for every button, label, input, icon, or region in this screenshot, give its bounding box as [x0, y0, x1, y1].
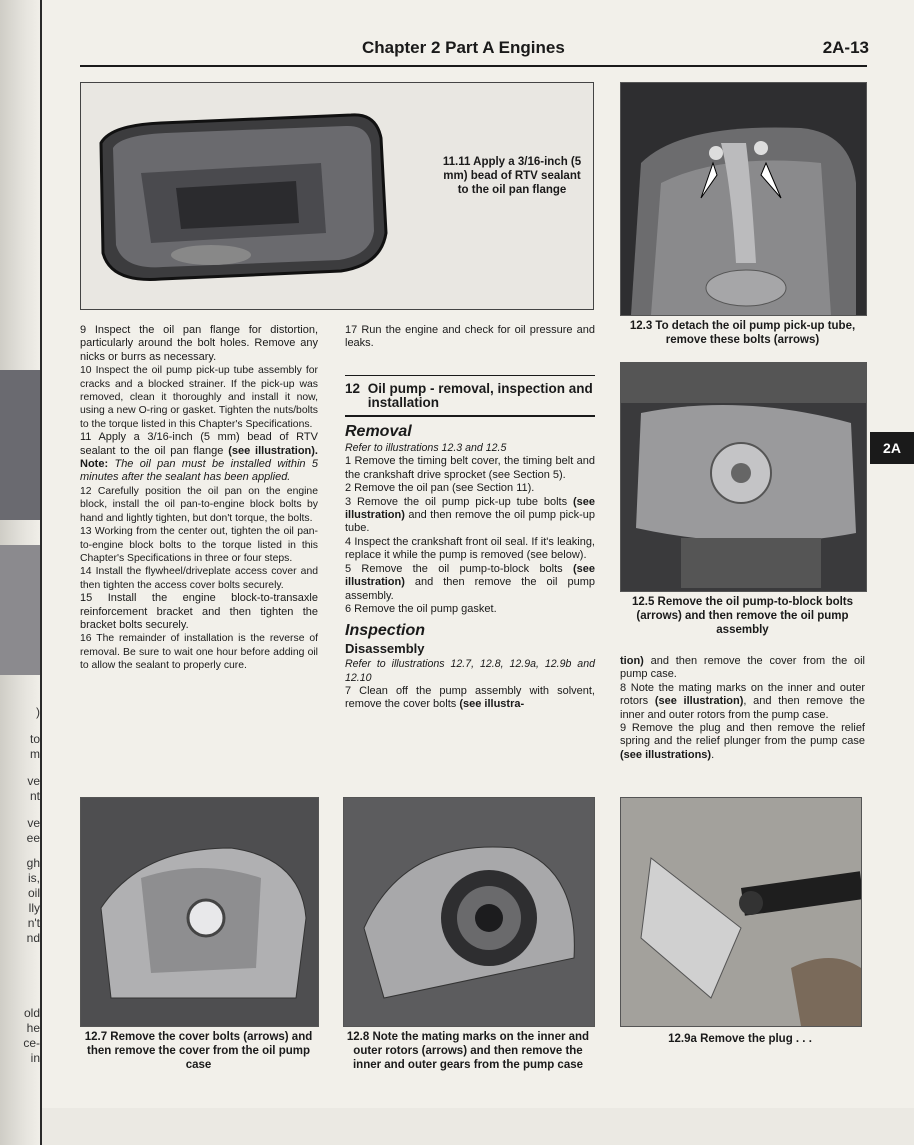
section-rule-top	[345, 375, 595, 377]
adjacent-page-text: ) to m ve nt ve ee gh is, oil lly n't nd old he ce- in	[23, 705, 40, 1065]
caption-12-9a: 12.9a Remove the plug . . .	[668, 1033, 812, 1045]
ref-disassembly: Refer to illustrations 12.7, 12.8, 12.9a, 12.9b and 12.10	[345, 658, 595, 684]
figure-12-5-oil-pump-assembly	[620, 362, 867, 592]
adjacent-page-strip	[0, 370, 40, 520]
para-9: 9 Inspect the oil pan flange for distortion, particularly around the bolt holes. Remove any nicks or burrs as necessary.	[80, 324, 318, 363]
section-tab: 2A	[870, 432, 914, 464]
step-6: 6 Remove the oil pump gasket.	[345, 602, 497, 615]
caption-11-11: 11.11 Apply a 3/16-inch (5 mm) bead of RTV sealant to the oil pan flange	[442, 156, 582, 196]
heading-removal: Removal	[345, 422, 412, 440]
step-7: 7 Clean off the pump assembly with solvent, remove the cover bolts (see illustra-	[345, 684, 595, 711]
section-heading: 12 Oil pump - removal, inspection and installation	[345, 381, 593, 410]
plug-removal-illustration	[621, 798, 861, 1026]
header-rule	[80, 65, 867, 67]
para-15: 15 Install the engine block-to-transaxle reinforcement bracket and then tighten the bracket bolts securely.	[80, 592, 318, 631]
para-13: 13 Working from the center out, tighten the oil pan-to-engine block bolts to the torque listed in this Chapter's Specifications in three or four steps.	[80, 526, 318, 564]
para-12: 12 Carefully position the oil pan on the engine block, install the oil pan-to-engine block bolts by hand and lightly tighten, but don't torque, the bolts.	[80, 485, 318, 524]
binding-edge	[40, 0, 42, 1145]
rotor-marks-illustration	[344, 798, 594, 1026]
ref-removal: Refer to illustrations 12.3 and 12.5	[345, 442, 507, 455]
step-8: 8 Note the mating marks on the inner and outer rotors (see illustration), and then remove the inner and outer rotors from the pump case.	[620, 681, 865, 721]
step-5: 5 Remove the oil pump-to-block bolts (see illustration) and then remove the oil pump assembly.	[345, 562, 595, 602]
caption-12-7: 12.7 Remove the cover bolts (arrows) and then remove the cover from the oil pump case	[84, 1031, 313, 1071]
step-3: 3 Remove the oil pump pick-up tube bolts (see illustration) and then remove the oil pump pick-up tube.	[345, 495, 595, 535]
step-7-cont: tion) and then remove the cover from the oil pump case.	[620, 655, 865, 681]
heading-disassembly: Disassembly	[345, 640, 425, 656]
figure-12-7-pump-cover	[80, 797, 319, 1027]
heading-inspection: Inspection	[345, 622, 426, 640]
figure-12-3-pickup-tube	[620, 82, 867, 316]
text-column-1	[80, 324, 318, 673]
step-1: 1 Remove the timing belt cover, the timing belt and the crankshaft drive sprocket (see Section 5).	[345, 455, 595, 481]
step-4: 4 Inspect the crankshaft front oil seal. If it's leaking, replace it while the pump is removed (see below).	[345, 535, 595, 562]
pickup-tube-illustration	[621, 83, 866, 315]
caption-12-3: 12.3 To detach the oil pump pick-up tube, remove these bolts (arrows)	[629, 320, 856, 346]
page-bottom-margin	[42, 1108, 914, 1145]
caption-12-5: 12.5 Remove the oil pump-to-block bolts (arrows) and then remove the oil pump assembly	[631, 596, 854, 636]
chapter-title: Chapter 2 Part A Engines	[362, 38, 565, 57]
step-2: 2 Remove the oil pan (see Section 11).	[345, 482, 535, 495]
section-rule-bottom	[345, 415, 595, 417]
figure-12-9a-plug	[620, 797, 862, 1027]
para-16: 16 The remainder of installation is the reverse of removal. Be sure to wait one hour before adding oil to allow the sealant to properly cure.	[80, 633, 318, 672]
pump-cover-illustration	[81, 798, 318, 1026]
para-11: 11 Apply a 3/16-inch (5 mm) bead of RTV sealant to the oil pan flange (see illustration). Note: The oil pan must be installed within 5 minutes after the sealant has been applied.	[80, 431, 318, 484]
adjacent-page-strip-2	[0, 545, 40, 675]
step-9: 9 Remove the plug and then remove the relief spring and the relief plunger from the pump case (see illustrations).	[620, 722, 865, 761]
page-number: 2A-13	[822, 38, 869, 57]
para-17: 17 Run the engine and check for oil pressure and leaks.	[345, 324, 595, 350]
text-column-2	[345, 324, 595, 712]
text-column-3	[620, 655, 865, 762]
para-14: 14 Install the flywheel/driveplate access cover and then tighten the access cover bolts securely.	[80, 566, 318, 591]
caption-12-8: 12.8 Note the mating marks on the inner and outer rotors (arrows) and then remove the inner and outer gears from the pump case	[346, 1031, 590, 1071]
para-10: 10 Inspect the oil pump pick-up tube assembly for cracks and a blocked strainer. If the pick-up was removed, clean it thoroughly and install it now, using a new O-ring or gasket. Tighten the nuts/bolts to the torque listed in this Chapter's Specifications.	[80, 365, 318, 430]
figure-12-8-rotor-marks	[343, 797, 595, 1027]
oil-pump-assembly-illustration	[621, 363, 866, 591]
